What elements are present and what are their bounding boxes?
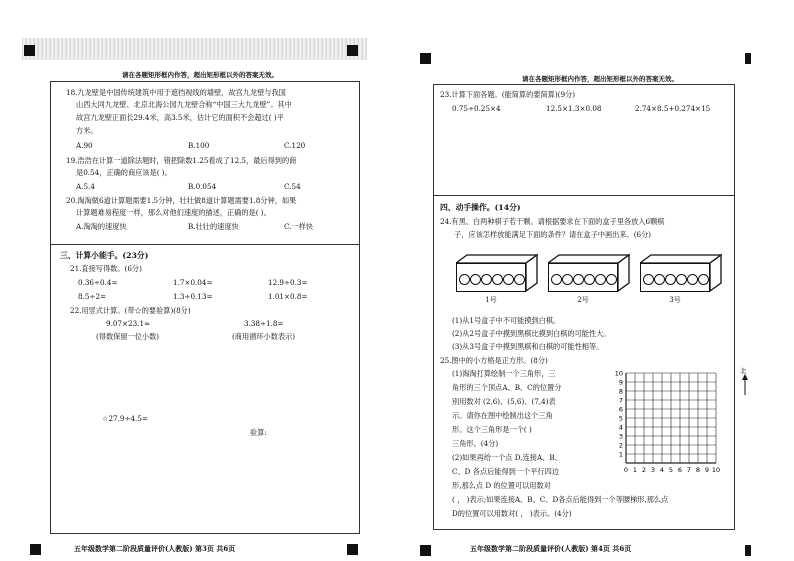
empty-slot <box>687 274 698 285</box>
q18-line: 方米。 <box>76 126 98 135</box>
empty-slot <box>573 274 584 285</box>
box-side-face <box>617 254 630 292</box>
q24-condition-1: (1)从1号盒子中不可能摸到白棋。 <box>452 316 561 325</box>
x-tick-label: 7 <box>686 466 692 474</box>
y-tick-label: 10 <box>614 369 623 378</box>
q25-part1-line: 示。请你在图中绘制出这个三角 <box>452 411 553 420</box>
q25-part1-line: (1)淘淘打算绘制一个三角形，三 <box>452 369 556 378</box>
x-tick-label: 2 <box>641 466 647 474</box>
empty-slot <box>584 274 595 285</box>
empty-slot <box>514 274 525 285</box>
q23-title: 23.计算下面各题。(能简算的要简算)(9分) <box>440 90 576 99</box>
section-divider <box>433 195 735 196</box>
empty-slot <box>459 274 470 285</box>
q24-condition-3: (3)从3号盒子中摸到黑棋和白棋的可能性相等。 <box>452 342 604 351</box>
q24-line: 子，应该怎样放能满足下面的条件？请在盒子中画出来。(6分) <box>454 230 652 239</box>
q22-expression-3: ☆27.9÷4.5= <box>102 414 148 423</box>
q25-part2-line: C、D 各点后能得到一个平行四边 <box>452 467 559 476</box>
q21-item: 12.9÷0.3= <box>268 278 308 287</box>
x-tick-label: 3 <box>650 466 656 474</box>
q19-line: 是0.54，正确的商应该是( )。 <box>76 168 172 177</box>
q23-item: 2.74×8.5+0.274×15 <box>635 104 711 113</box>
q18-option-b: B.100 <box>188 141 210 150</box>
q23-item: 12.5×1.3×0.08 <box>546 104 602 113</box>
q22-note-2: (商用循环小数表示) <box>232 332 296 341</box>
north-label: 北 <box>740 367 747 375</box>
box-front-face <box>548 263 618 292</box>
q25-part1-line: 别用数对 (2,6)、(5,6)、(7,4)表 <box>452 397 556 406</box>
north-arrow-icon <box>741 374 749 396</box>
box-front-face <box>456 263 526 292</box>
q25-part2-line: ( ， )表示;如果连接A、B、C、D各点后能得到一个等腰梯形,那么点 <box>452 495 669 504</box>
page-footer: 五年级数学第二阶段质量评价(人教版) 第4页 共6页 <box>470 544 632 553</box>
q21-item: 8.5÷2= <box>78 292 107 301</box>
page-footer: 五年级数学第二阶段质量评价(人教版) 第3页 共6页 <box>74 544 236 553</box>
empty-slot <box>562 274 573 285</box>
x-tick-label: 4 <box>659 466 665 474</box>
x-tick-label: 9 <box>704 466 710 474</box>
section-3-title: 三、计算小能手。(23分) <box>60 251 149 260</box>
q19-option-a: A.5.4 <box>76 182 95 191</box>
q18-line: 故宫九龙壁正面长29.4米，高3.5米，估计它的面积不会超过( )平 <box>76 113 284 122</box>
q25-part2-line: 形,那么点 D 的位置可以用数对 <box>452 481 551 490</box>
box-side-face <box>525 254 538 292</box>
empty-slot <box>665 274 676 285</box>
y-tick-label: 5 <box>618 414 623 423</box>
box-front-face <box>640 263 710 292</box>
q22-expression-1: 9.07×23.1≈ <box>106 319 151 328</box>
q18-option-a: A.90 <box>76 141 93 150</box>
box-label-2: 2号 <box>577 296 589 304</box>
empty-slot <box>676 274 687 285</box>
x-tick-label: 5 <box>668 466 674 474</box>
q18-option-c: C.120 <box>284 141 306 150</box>
empty-slot <box>654 274 665 285</box>
registration-mark <box>24 45 35 56</box>
y-tick-label: 8 <box>618 387 623 396</box>
y-tick-label: 3 <box>618 432 623 441</box>
q21-title: 21.直接写得数。(6分) <box>70 264 142 273</box>
q23-item: 0.75÷0.25×4 <box>452 104 501 113</box>
q18-line: 山西大同九龙壁、北京北海公园九龙壁合称“中国三大九龙壁”。其中 <box>76 100 292 109</box>
empty-slot <box>481 274 492 285</box>
top-note: 请在各题矩形框内作答，超出矩形框以外的答案无效。 <box>122 71 278 79</box>
empty-slot <box>551 274 562 285</box>
q25-part1-line: 三角形。(4分) <box>452 439 499 448</box>
grid-svg <box>612 369 722 479</box>
empty-slot <box>503 274 514 285</box>
y-tick-label: 2 <box>618 441 623 450</box>
q21-item: 1.01×0.8= <box>268 292 308 301</box>
q25-title: 25.图中的小方格是正方形。(8分) <box>440 356 548 365</box>
registration-mark <box>347 544 358 555</box>
scan-noise <box>22 38 367 60</box>
q20-line: 20.淘淘做6道计算题需要1.5分钟，壮壮做8道计算题需要1.8分钟，如果 <box>66 196 297 205</box>
y-tick-label: 7 <box>618 396 623 405</box>
coordinate-grid <box>612 369 722 479</box>
x-tick-label: 0 <box>623 466 629 474</box>
q21-item: 1.7×0.04= <box>173 278 213 287</box>
x-tick-label: 10 <box>711 466 721 474</box>
registration-mark <box>347 45 358 56</box>
section-divider <box>50 244 360 245</box>
q19-option-c: C.54 <box>284 182 301 191</box>
box-label-3: 3号 <box>669 296 681 304</box>
chess-box-1 <box>456 254 538 292</box>
q21-item: 0.36÷0.4= <box>78 278 118 287</box>
y-tick-label: 6 <box>618 405 623 414</box>
empty-slot <box>643 274 654 285</box>
q22-title: 22.用竖式计算。(带☆的要验算)(8分) <box>70 306 191 315</box>
registration-mark <box>420 545 431 556</box>
q25-part1-line: 角形的三个顶点A、B、C的位置分 <box>452 383 562 392</box>
q19-option-b: B.0.054 <box>188 182 217 191</box>
registration-mark <box>745 53 751 64</box>
x-tick-label: 6 <box>677 466 683 474</box>
box-label-1: 1号 <box>485 296 497 304</box>
empty-slot <box>470 274 481 285</box>
q19-line: 19.浩浩在计算一道除法题时，错把除数1.25看成了12.5，最后得到的商 <box>66 156 297 165</box>
q20-option-a: A.淘淘的速度快 <box>76 222 127 231</box>
x-tick-label: 1 <box>632 466 638 474</box>
q20-option-b: B.壮壮的速度快 <box>188 222 239 231</box>
q20-line: 计算题难易程度一样，那么对他们速度的描述，正确的是( )。 <box>76 208 271 217</box>
q25-part1-line: 形。这个三角形是一个( ) <box>452 425 532 434</box>
y-tick-label: 4 <box>618 423 623 432</box>
q24-line: 24.有黑、白两种棋子若干颗。请根据要求在下面的盒子里各放入6颗棋 <box>440 217 665 226</box>
registration-mark <box>745 545 751 556</box>
empty-slot <box>492 274 503 285</box>
chess-box-3 <box>640 254 722 292</box>
q21-item: 1.3÷0.13= <box>173 292 213 301</box>
empty-slot <box>595 274 606 285</box>
top-note: 请在各题矩形框内作答，超出矩形框以外的答案无效。 <box>522 75 678 83</box>
q20-option-c: C.一样快 <box>284 222 314 231</box>
empty-slot <box>606 274 617 285</box>
chess-box-2 <box>548 254 630 292</box>
x-tick-label: 8 <box>695 466 701 474</box>
q24-condition-2: (2)从2号盒子中摸到黑棋比摸到白棋的可能性大。 <box>452 329 611 338</box>
y-tick-label: 1 <box>618 450 623 459</box>
box-side-face <box>709 254 722 292</box>
y-tick-label: 9 <box>618 378 623 387</box>
q18-line: 18.九龙壁是中国传统建筑中用于遮挡视线的墙壁，故宫九龙壁与我国 <box>66 88 286 97</box>
q22-expression-2: 3.38÷1.8= <box>244 319 284 328</box>
registration-mark <box>30 544 41 555</box>
q25-part2-line: (2)如果再给一个点 D,连接A、B、 <box>452 453 562 462</box>
section-4-title: 四、动手操作。(14分) <box>440 203 521 212</box>
q22-check-label: 验算: <box>250 428 267 437</box>
q25-part2-line: D的位置可以用数对( ， )表示。(4分) <box>452 509 572 518</box>
q22-note-1: (得数保留一位小数) <box>96 332 160 341</box>
empty-slot <box>698 274 709 285</box>
registration-mark <box>420 53 431 64</box>
